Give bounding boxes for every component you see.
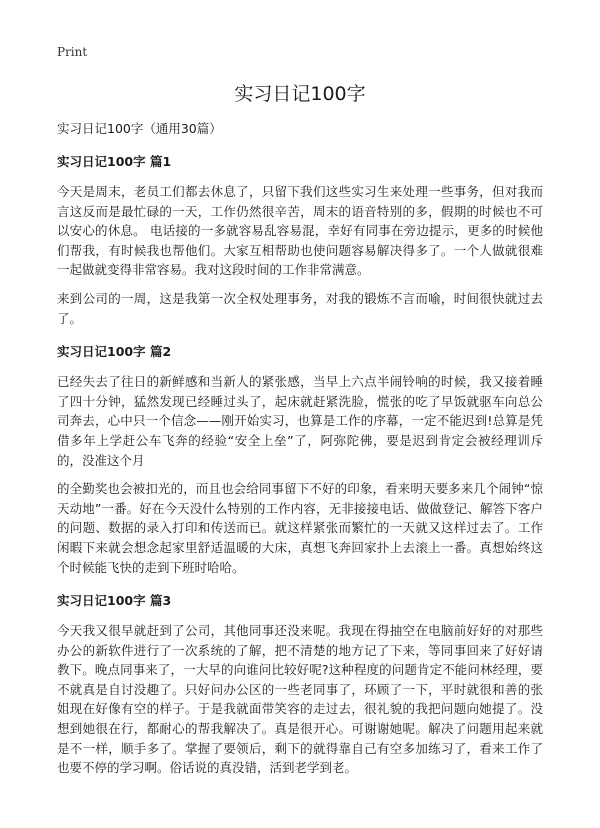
paragraph: 的全勤奖也会被扣光的，而且也会给同事留下不好的印象，看来明天要多来几个闹钟“惊天动地”一番。好在今天没什么特别的工作内容，无非接接电话、做做登记、解答下客户的问题、数据的录入打印和传送而已。就这样紧张而繁忙的一天就又这样过去了。工作闲暇下来就会想念起家里舒适温暖的大床，真想飞奔回家扑上去滚上一番。真想始终这个时候能飞快的走到下班时哈哈。 (57, 481, 543, 575)
section-3 (57, 592, 543, 778)
section-heading: 实习日记100字 篇1 (57, 154, 172, 169)
section-1 (57, 153, 543, 328)
paragraph: 已经失去了往日的新鲜感和当新人的紧张感，当早上六点半闹铃响的时候，我又接着睡了四十分钟，猛然发现已经睡过头了，起床就赶紧洗脸，慌张的吃了早饭就驱车向总公司奔去，心中只一个信念——刚开始实习，也算是工作的序幕，一定不能迟到!总算是凭借多年上学赶公车飞奔的经验“安全上垒”了，阿弥陀佛，要是迟到肯定会被经理训斥的，没准这个月 (57, 374, 543, 468)
paragraph: 今天是周末，老员工们都去休息了，只留下我们这些实习生来处理一些事务，但对我而言这反而是最忙碌的一天，工作仍然很辛苦，周末的语音特别的多，假期的时候也不可以安心的休息。 电话接的一多就容易乱容易混，幸好有同事在旁边提示，更多的时候他们帮我，有时候我也帮他们。大家互相帮助也使问题容易解决得多了。一个人做就很难一起做就变得非常容易。我对这段时间的工作非常满意。 (57, 184, 543, 278)
section-heading: 实习日记100字 篇3 (57, 593, 172, 609)
paragraph: 来到公司的一周，这是我第一次全权处理事务，对我的锻炼不言而喻，时间很快就过去了。 (57, 290, 543, 326)
paragraph: 今天我又很早就赶到了公司，其他同事还没来呢。我现在得抽空在电脑前好好的对那些办公的新软件进行了一次系统的了解，把不清楚的地方记了下来，等同事回来了好好请教下。晚点同事来了，一大早的向谁问比较好呢?这种程度的问题肯定不能问林经理，要不就真是自讨没趣了。只好问办公区的一些老同事了，环顾了一下，平时就很和善的张姐现在好像有空的样子。于是我就面带笑容的走过去，很礼貌的我把问题向她提了。没想到她很在行，都耐心的帮我解决了。真是很开心。可谢谢她呢。解决了问题用起来就是不一样，顺手多了。掌握了要领后，剩下的就得靠自己有空多加练习了，看来工作了也要不停的学习啊。俗话说的真没错，活到老学到老。 (57, 623, 543, 776)
document-subtitle: 实习日记100字（通用30篇） (57, 121, 222, 136)
section-heading: 实习日记100字 篇2 (57, 344, 172, 360)
document-title: 实习日记100字 (234, 83, 366, 105)
section-2 (57, 343, 543, 577)
print-link[interactable]: Print (57, 45, 88, 59)
